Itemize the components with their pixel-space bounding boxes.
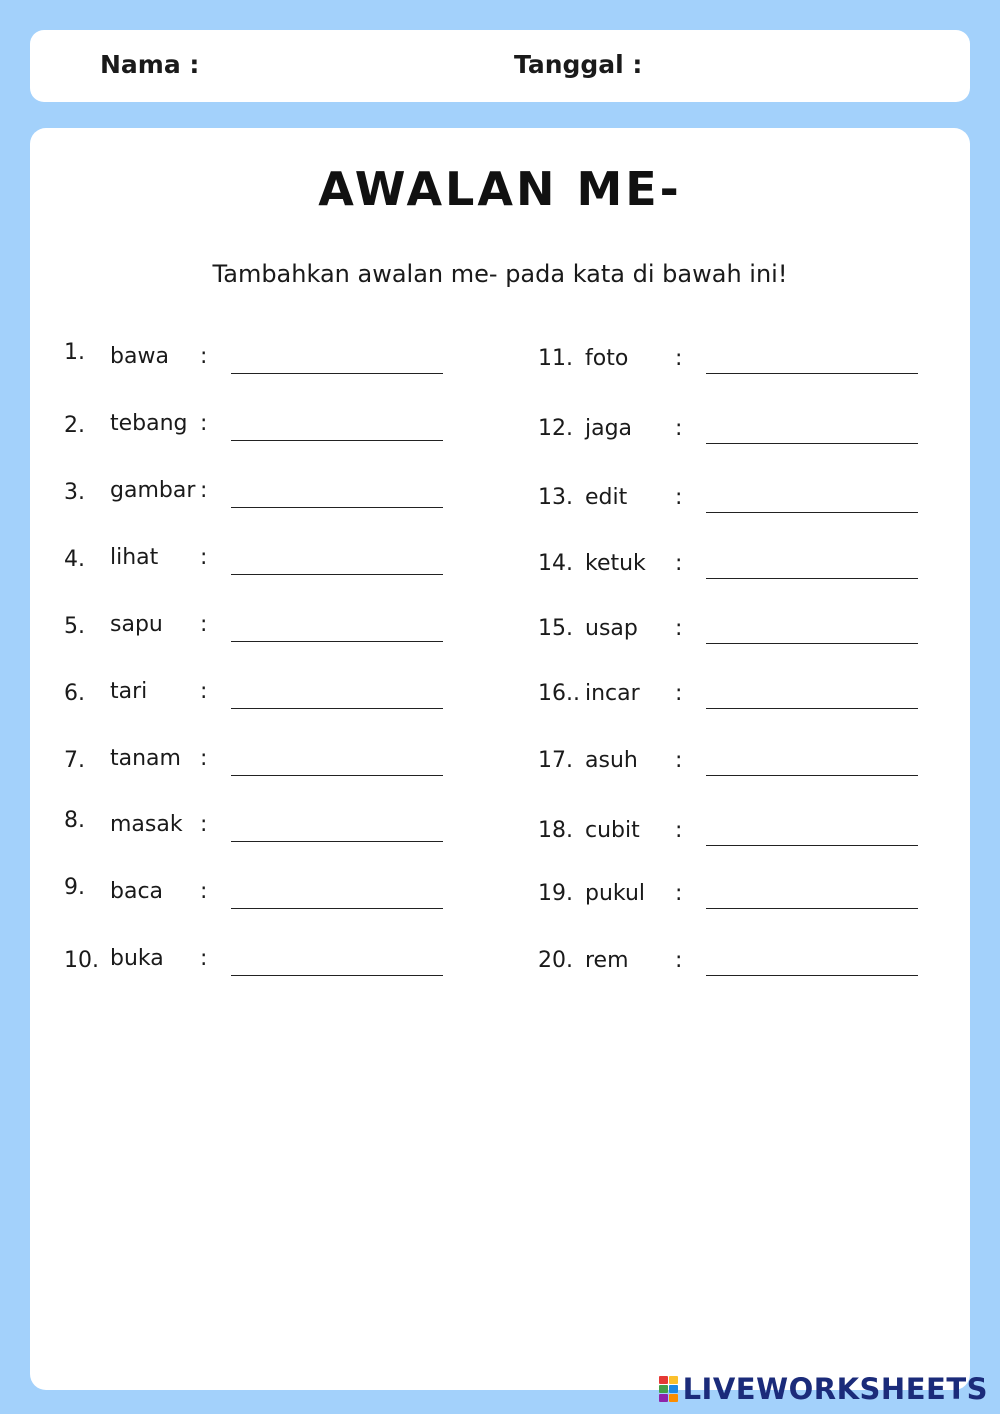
answer-line[interactable] [231, 975, 443, 976]
item-colon: : [200, 812, 208, 837]
item-word: lihat [110, 545, 159, 570]
item-colon: : [675, 616, 683, 641]
item-word: tebang [110, 411, 188, 436]
item-number: 5. [64, 614, 85, 639]
item-word: rem [585, 948, 629, 973]
logo-text: LIVEWORKSHEETS [682, 1372, 988, 1406]
answer-line[interactable] [231, 775, 443, 776]
item-number: 4. [64, 547, 85, 572]
item-colon: : [675, 681, 683, 706]
liveworksheets-logo-icon [659, 1376, 679, 1402]
answer-line[interactable] [231, 574, 443, 575]
answer-line[interactable] [706, 512, 918, 513]
answer-line[interactable] [706, 643, 918, 644]
item-number: 14. [538, 551, 573, 576]
logo-square [659, 1394, 668, 1402]
answer-line[interactable] [706, 443, 918, 444]
item-number: 8. [64, 808, 85, 833]
item-colon: : [675, 416, 683, 441]
item-colon: : [675, 485, 683, 510]
item-word: baca [110, 879, 164, 904]
answer-line[interactable] [706, 373, 918, 374]
item-colon: : [675, 551, 683, 576]
name-label: Nama : [100, 50, 200, 79]
item-number: 3. [64, 480, 85, 505]
logo-square [659, 1385, 668, 1393]
logo-square [669, 1376, 678, 1384]
item-word: masak [110, 812, 183, 837]
item-number: 18. [538, 818, 573, 843]
item-colon: : [200, 679, 208, 704]
item-colon: : [200, 478, 208, 503]
item-word: buka [110, 946, 164, 971]
item-number: 6. [64, 681, 85, 706]
item-word: foto [585, 346, 629, 371]
item-number: 9. [64, 875, 85, 900]
answer-line[interactable] [231, 641, 443, 642]
item-number: 7. [64, 748, 85, 773]
item-colon: : [200, 879, 208, 904]
item-number: 16.. [538, 681, 580, 706]
item-colon: : [200, 946, 208, 971]
item-number: 20. [538, 948, 573, 973]
item-colon: : [675, 881, 683, 906]
item-word: jaga [585, 416, 633, 441]
answer-line[interactable] [231, 507, 443, 508]
logo-square [669, 1394, 678, 1402]
answer-line[interactable] [706, 845, 918, 846]
instruction-text: Tambahkan awalan me- pada kata di bawah ini! [212, 260, 788, 288]
answer-line[interactable] [231, 373, 443, 374]
item-word: sapu [110, 612, 163, 637]
item-word: gambar [110, 478, 196, 503]
page-title: AWALAN ME- [318, 162, 682, 216]
logo-square [669, 1385, 678, 1393]
item-colon: : [200, 612, 208, 637]
header-card [30, 30, 970, 102]
item-number: 2. [64, 413, 85, 438]
item-colon: : [200, 746, 208, 771]
item-word: tari [110, 679, 148, 704]
item-colon: : [200, 411, 208, 436]
item-word: usap [585, 616, 638, 641]
item-word: tanam [110, 746, 181, 771]
answer-line[interactable] [706, 908, 918, 909]
answer-line[interactable] [231, 440, 443, 441]
item-colon: : [675, 818, 683, 843]
answer-line[interactable] [706, 578, 918, 579]
answer-line[interactable] [231, 841, 443, 842]
item-number: 11. [538, 346, 573, 371]
item-number: 17. [538, 748, 573, 773]
item-colon: : [675, 748, 683, 773]
item-word: edit [585, 485, 628, 510]
item-colon: : [675, 346, 683, 371]
item-word: ketuk [585, 551, 646, 576]
item-word: incar [585, 681, 640, 706]
item-word: bawa [110, 344, 169, 369]
date-label: Tanggal : [514, 50, 643, 79]
liveworksheets-logo [659, 1372, 988, 1406]
item-word: cubit [585, 818, 640, 843]
item-word: asuh [585, 748, 638, 773]
item-word: pukul [585, 881, 646, 906]
item-number: 1. [64, 340, 85, 365]
item-number: 10. [64, 948, 99, 973]
answer-line[interactable] [706, 708, 918, 709]
item-colon: : [200, 545, 208, 570]
item-colon: : [200, 344, 208, 369]
item-colon: : [675, 948, 683, 973]
answer-line[interactable] [706, 775, 918, 776]
item-number: 19. [538, 881, 573, 906]
answer-line[interactable] [231, 708, 443, 709]
answer-line[interactable] [231, 908, 443, 909]
item-number: 12. [538, 416, 573, 441]
answer-line[interactable] [706, 975, 918, 976]
item-number: 15. [538, 616, 573, 641]
logo-square [659, 1376, 668, 1384]
item-number: 13. [538, 485, 573, 510]
